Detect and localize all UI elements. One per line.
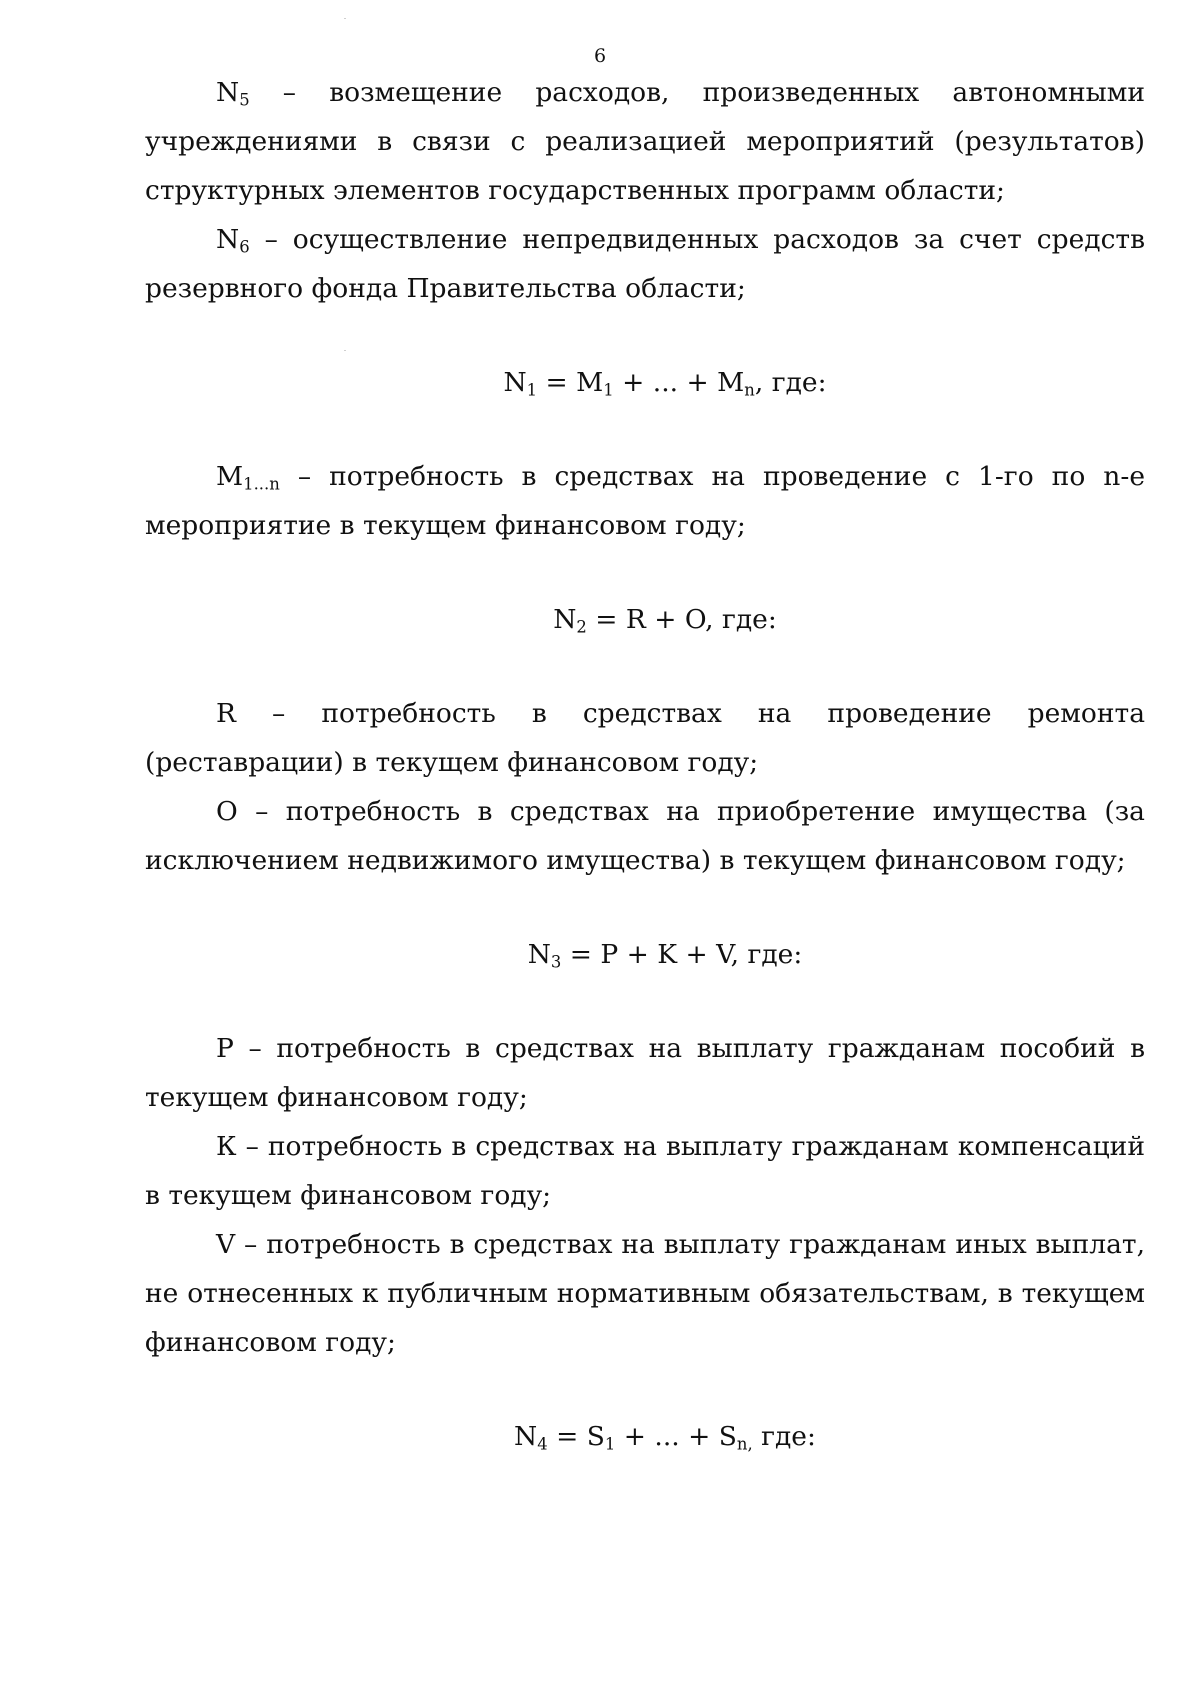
paragraph-n6 <box>145 215 1145 313</box>
paragraph-p: Р – потребность в средствах на выплату гражданам пособий в текущем финансовом году; <box>145 1033 1145 1113</box>
paragraph-o: О – потребность в средствах на приобретение имущества (за исключением недвижимого имущества) в текущем финансовом году; <box>145 796 1145 876</box>
symbol-n5: N <box>216 77 240 108</box>
scan-speck <box>344 18 346 19</box>
formula-n3: $N_3 = P + K + V$, где: <box>527 939 803 972</box>
formula-n2: $N_2 = R + O$, где: <box>553 604 777 637</box>
definition-m: – потребность в средствах на проведение с 1-го по n-е мероприятие в текущем финансовом году; <box>145 461 1145 541</box>
subscript-n5: 5 <box>239 90 250 110</box>
definition-n6: – осуществление непредвиденных расходов за счет средств резервного фонда Правительства области; <box>145 224 1145 304</box>
symbol-m: M <box>216 461 244 492</box>
formula-n1: $N_1 = M_1$ + ... + $M_n$, где: <box>503 367 827 400</box>
paragraph-n5 <box>145 68 1145 215</box>
subscript-m: 1...n <box>243 474 280 494</box>
paragraph-r: R – потребность в средствах на проведение ремонта (реставрации) в текущем финансовом году; <box>145 698 1145 778</box>
paragraph-v: V – потребность в средствах на выплату гражданам иных выплат, не отнесенных к публичным нормативным обязательствам, в текущем финансовом году; <box>145 1229 1145 1358</box>
paragraph-k: К – потребность в средствах на выплату гражданам компенсаций в текущем финансовом году; <box>145 1131 1145 1211</box>
formula-n4: $N_4 = S_1$ + ... + $S_{n,}$ где: <box>514 1421 816 1454</box>
paragraph-m <box>145 452 1145 550</box>
definition-n5: – возмещение расходов, произведенных автономными учреждениями в связи с реализацией мероприятий (результатов) структурных элементов государственных программ области; <box>145 77 1145 206</box>
subscript-n6: 6 <box>239 237 250 257</box>
document-body <box>145 68 1145 1461</box>
scan-speck <box>344 350 346 351</box>
symbol-n6: N <box>216 224 240 255</box>
page-number: 6 <box>593 45 607 67</box>
